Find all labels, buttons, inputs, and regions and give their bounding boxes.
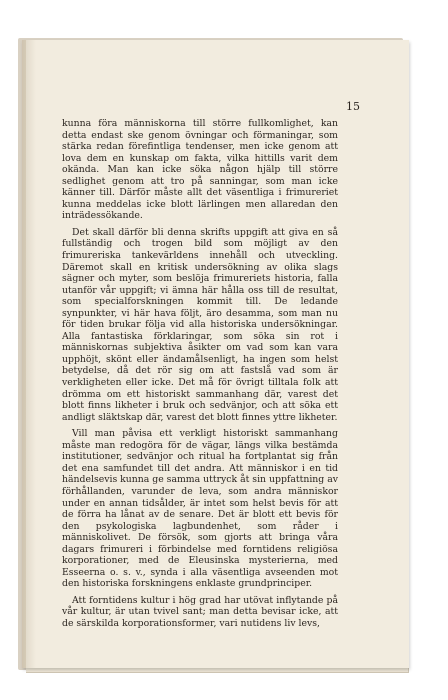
paragraph: Vill man påvisa ett verkligt historiskt sammanhang måste man redogöra för de vägar, längs vilka bestämda institutioner, sedvänjor och ritual ha fortplantat sig från det ena samfundet till det andra. Att människor i en tid händelsevis kunna ge samma uttryck åt sin uppfattning av förhållanden, varunder de leva, som andra människor under en annan tidsålder, är intet som helst bevis för att de förra ha lånat av de senare. Det är blott ett bevis för den psykologiska lagbundenhet, som råder i människolivet. De försök, som gjorts att bringa våra dagars frimureri i förbindelse med forntidens religiösa korporationer, med de Eleusinska mysterierna, med Esseerna o. s. v., synda i alla väsentliga avseenden mot den historiska forskningens enklaste grundprinciper.: [62, 428, 338, 590]
page-number: 15: [346, 100, 360, 113]
page-text: [62, 118, 338, 630]
paragraph: kunna föra människorna till större fullkomlighet, kan detta endast ske genom övningar och förmaningar, som stärka redan förefintliga tendenser, men icke genom att lova dem en kunskap om fakta, vilka hittills varit dem okända. Man kan icke söka någon hjälp till större sedlighet genom att tro på sanningar, som man icke känner till. Därför måste allt det väsentliga i frimureriet kunna meddelas icke blott lärlingen men allaredan den inträdessökande.: [62, 118, 338, 222]
page-gutter: [22, 40, 36, 668]
paragraph: Det skall därför bli denna skrifts uppgift att giva en så fullständig och trogen bild som möjligt av den frimureriska tankevärldens innehåll och utveckling. Däremot skall en kritisk undersökning av olika slags sägner och myter, som beslöja frimureriets historia, falla utanför vår uppgift; vi ämna här hålla oss till de resultat, som specialforskningen kommit till. De ledande synpunkter, vi här hava följt, äro desamma, som man nu för tiden brukar följa vid alla historiska undersökningar. Alla fantastiska förklaringar, som söka sin rot i människornas subjektiva åsikter om vad som kan vara upphöjt, skönt eller ändamålsenligt, ha ingen som helst betydelse, då det rör sig om att fastslå vad som är verkligheten eller icke. Det må för övrigt tilltala folk att drömma om ett historiskt sammanhang där, varest det blott finns likheter i bruk och sedvänjor, och att söka ett andligt släktskap där, varest det blott finnes yttre likheter.: [62, 226, 338, 423]
paragraph: Att forntidens kultur i hög grad har utövat inflytande på vår kultur, är utan tvivel sant; man detta bevisar icke, att de särskilda korporationsformer, vari nutidens liv levs,: [62, 594, 338, 629]
